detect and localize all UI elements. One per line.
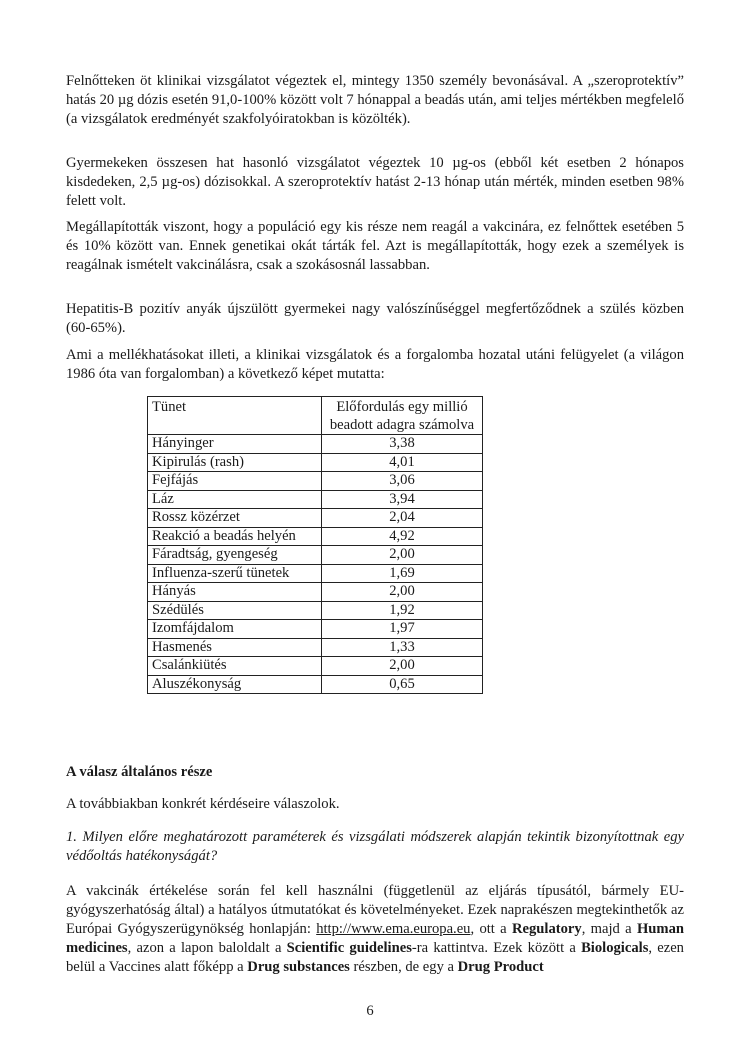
answer-text: -ra kattintva. Ezek között a <box>411 940 582 956</box>
symptom-cell: Fáradtság, gyengeség <box>148 546 322 565</box>
table-row <box>148 601 483 620</box>
symptom-cell: Hányás <box>148 583 322 602</box>
symptom-cell: Reakció a beadás helyén <box>148 527 322 546</box>
intro-sentence: A továbbiakban konkrét kérdéseire válaszolok. <box>66 796 340 812</box>
section-heading: A válasz általános része <box>66 764 213 780</box>
answer-paragraph <box>66 882 684 977</box>
table-row <box>148 509 483 528</box>
bold-term-human-medicines: Human medicines <box>66 921 684 956</box>
frequency-cell: 4,92 <box>322 527 483 546</box>
frequency-cell: 4,01 <box>322 453 483 472</box>
symptom-cell: Izomfájdalom <box>148 620 322 639</box>
table-row <box>148 564 483 583</box>
frequency-cell: 3,06 <box>322 472 483 491</box>
symptom-cell: Hányinger <box>148 435 322 454</box>
answer-text: , azon a lapon baloldalt a <box>127 940 287 956</box>
symptom-cell: Csalánkiütés <box>148 657 322 676</box>
table-row <box>148 657 483 676</box>
frequency-cell: 1,92 <box>322 601 483 620</box>
table-row <box>148 546 483 565</box>
ema-link[interactable]: http://www.ema.europa.eu <box>316 921 471 937</box>
answer-text: , majd a <box>581 921 637 937</box>
frequency-cell: 0,65 <box>322 675 483 694</box>
page-number: 6 <box>366 1003 374 1019</box>
table-row <box>148 638 483 657</box>
paragraph-hepatitis-b-mothers: Hepatitis-B pozitív anyák újszülött gyermekei nagy valószínűséggel megfertőződnek a szülés közben (60-65%). <box>66 301 684 336</box>
symptom-cell: Rossz közérzet <box>148 509 322 528</box>
bold-term-drug-product: Drug Product <box>457 959 544 975</box>
symptom-cell: Influenza-szerű tünetek <box>148 564 322 583</box>
frequency-cell: 2,04 <box>322 509 483 528</box>
paragraph-adult-trials: Felnőtteken öt klinikai vizsgálatot végeztek el, mintegy 1350 személy bevonásával. A „szeroprotektív” hatás 20 µg dózis esetén 91,0-100% között volt 7 hónappal a beadás után, ami teljes mértékben megfelelő (a vizsgálatok eredményét szakfolyóiratokban is közölték). <box>66 73 684 127</box>
frequency-cell: 3,38 <box>322 435 483 454</box>
table-header-symptom: Tünet <box>148 397 322 435</box>
frequency-cell: 2,00 <box>322 546 483 565</box>
bold-term-scientific-guidelines: Scientific guidelines <box>286 940 412 956</box>
question-1: 1. Milyen előre meghatározott paraméterek és vizsgálati módszerek alapján tekintik bizonyítottnak egy védőoltás hatékonyságát? <box>66 829 684 864</box>
table-row <box>148 583 483 602</box>
table-header-frequency: Előfordulás egy millió beadott adagra számolva <box>322 397 483 435</box>
table-row <box>148 675 483 694</box>
table-row <box>148 490 483 509</box>
frequency-cell: 2,00 <box>322 657 483 676</box>
answer-text: , ott a <box>470 921 512 937</box>
bold-term-biologicals: Biologicals <box>581 940 649 956</box>
side-effects-table <box>147 396 483 694</box>
frequency-cell: 1,33 <box>322 638 483 657</box>
frequency-cell: 3,94 <box>322 490 483 509</box>
paragraph-non-responders: Megállapították viszont, hogy a populáció egy kis része nem reagál a vakcinára, ez felnőttek esetében 5 és 10% között van. Ennek genetikai okát tárták fel. Azt is megállapították, hogy ezek a személyek is reagálnak ismételt vakcinálásra, csak a szokásosnál lassabban. <box>66 219 684 273</box>
symptom-cell: Kipirulás (rash) <box>148 453 322 472</box>
table-header-row <box>148 397 483 435</box>
table-row <box>148 435 483 454</box>
answer-text: , ezen belül a Vaccines alatt főképp a <box>66 940 684 975</box>
answer-text: A vakcinák értékelése során fel kell használni (függetlenül az eljárás típusától, bármely EU-gyógyszerhatóság által) a hatályos útmutatókat és követelményeket. Ezek naprakészen megtekinthetők az Európai Gyógyszerügynökség honlapján: <box>66 883 684 937</box>
symptom-cell: Fejfájás <box>148 472 322 491</box>
symptom-cell: Aluszékonyság <box>148 675 322 694</box>
frequency-cell: 1,69 <box>322 564 483 583</box>
symptom-cell: Láz <box>148 490 322 509</box>
answer-text: részben, de egy a <box>349 959 458 975</box>
paragraph-side-effects-intro: Ami a mellékhatásokat illeti, a klinikai vizsgálatok és a forgalomba hozatal utáni felügyelet (a világon 1986 óta van forgalomban) a következő képet mutatta: <box>66 347 684 382</box>
table-row <box>148 527 483 546</box>
bold-term-regulatory: Regulatory <box>511 921 582 937</box>
table-row <box>148 472 483 491</box>
symptom-cell: Hasmenés <box>148 638 322 657</box>
symptom-cell: Szédülés <box>148 601 322 620</box>
table-row <box>148 453 483 472</box>
frequency-cell: 2,00 <box>322 583 483 602</box>
bold-term-drug-substances: Drug substances <box>247 959 350 975</box>
paragraph-child-trials: Gyermekeken összesen hat hasonló vizsgálatot végeztek 10 µg-os (ebből két esetben 2 hónapos kisdedeken, 2,5 µg-os) dózisokkal. A szeroprotektív hatást 2-13 hónap után mérték, minden esetben 98% felett volt. <box>66 155 684 209</box>
table-row <box>148 620 483 639</box>
frequency-cell: 1,97 <box>322 620 483 639</box>
